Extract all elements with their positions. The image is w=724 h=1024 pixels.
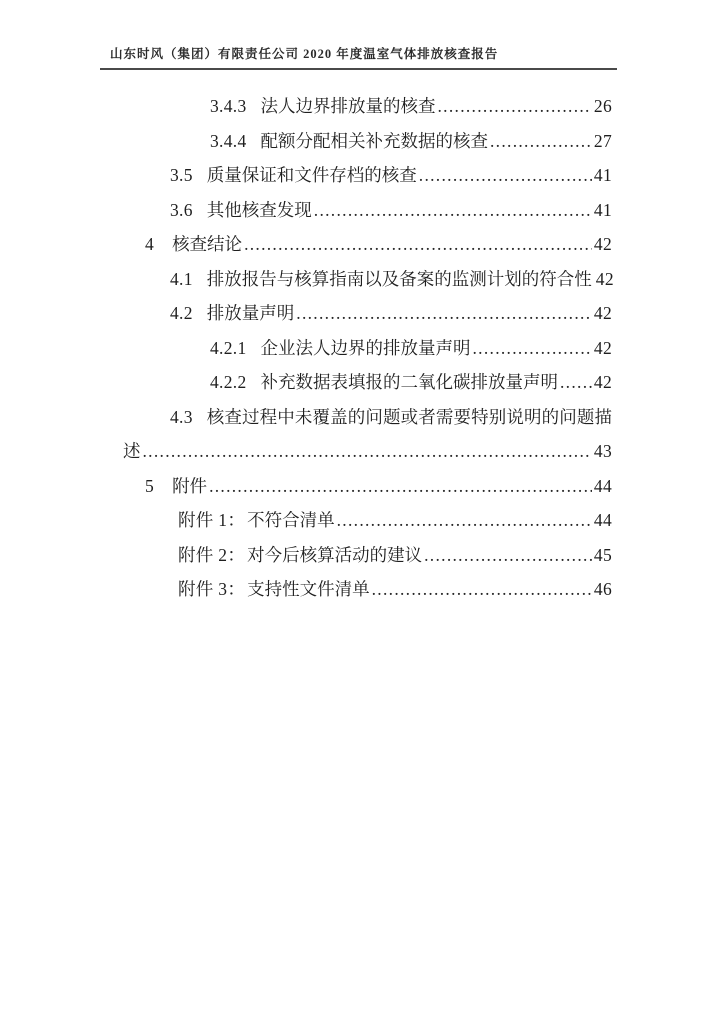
dot-leader <box>473 338 592 359</box>
page-number: 44 <box>593 475 612 496</box>
toc-entry[interactable] <box>123 94 612 129</box>
toc-entry-title: 对今后核算活动的建议 <box>247 544 423 565</box>
toc-entry-number: 附件 1： <box>178 510 246 530</box>
toc-entry-title: 排放报告与核算指南以及备案的监测计划的符合性 <box>206 268 592 289</box>
dot-leader <box>419 165 592 186</box>
toc-entry[interactable] <box>123 543 612 578</box>
dot-leader <box>372 579 592 600</box>
toc-entry-number: 4.3 <box>170 406 193 427</box>
toc-entry-title: 补充数据表填报的二氧化碳排放量声明 <box>260 372 558 392</box>
toc-entry[interactable] <box>123 336 612 371</box>
toc-entry-number: 4.2.2 <box>210 372 247 392</box>
dot-leader <box>143 441 592 462</box>
toc-entry-title: 附件 <box>172 475 208 496</box>
toc-entry-title: 排放量声明 <box>206 303 295 323</box>
toc-entry[interactable] <box>123 129 612 164</box>
toc-entry-continuation[interactable] <box>123 439 612 474</box>
toc-entry-title: 支持性文件清单 <box>247 579 370 599</box>
page-number: 46 <box>593 579 612 599</box>
dot-leader <box>337 510 592 531</box>
toc-entry-number: 4.2 <box>170 303 193 323</box>
document-header <box>100 44 617 70</box>
dot-leader <box>314 200 592 221</box>
toc-entry[interactable] <box>123 508 612 543</box>
toc-entry-number: 4.2.1 <box>210 337 247 358</box>
toc-entry[interactable] <box>123 163 612 198</box>
toc-entry-title: 其他核查发现 <box>206 199 312 220</box>
toc-entry-title: 配额分配相关补充数据的核查 <box>260 130 488 151</box>
page-number: 42 <box>593 234 612 254</box>
page-number: 43 <box>593 441 612 461</box>
toc-entry[interactable] <box>123 370 612 405</box>
toc-entry-number: 3.4.3 <box>210 96 247 116</box>
dot-leader <box>438 96 592 117</box>
table-of-contents <box>123 94 612 612</box>
toc-entry-title: 企业法人边界的排放量声明 <box>260 337 471 358</box>
page-number: 42 <box>593 372 612 392</box>
page-number: 42 <box>595 268 614 289</box>
page-number: 27 <box>593 130 612 151</box>
toc-entry-number: 3.5 <box>170 165 193 185</box>
page-number: 42 <box>593 303 612 323</box>
dot-leader <box>296 303 592 324</box>
toc-entry-title: 不符合清单 <box>247 510 335 530</box>
page-number: 26 <box>593 96 612 116</box>
toc-entry[interactable] <box>123 267 612 302</box>
toc-entry-number: 附件 2： <box>178 544 246 565</box>
toc-entry-number: 3.6 <box>170 199 193 220</box>
document-header-title: 山东时风（集团）有限责任公司 2020 年度温室气体排放核查报告 <box>110 47 499 61</box>
page-number: 41 <box>593 165 612 185</box>
toc-entry-number: 5 <box>145 475 155 496</box>
toc-entry[interactable] <box>123 301 612 336</box>
toc-entry-title: 核查过程中未覆盖的问题或者需要特别说明的问题描 <box>206 406 612 427</box>
dot-leader <box>424 545 592 566</box>
toc-entry-number: 4 <box>145 234 155 254</box>
toc-entry[interactable] <box>123 577 612 612</box>
toc-entry-title: 述 <box>123 441 141 461</box>
toc-entry-number: 附件 3： <box>178 579 246 599</box>
toc-entry-title: 核查结论 <box>172 234 243 254</box>
toc-entry-title: 质量保证和文件存档的核查 <box>206 165 417 185</box>
dot-leader <box>244 234 592 255</box>
dot-leader <box>209 476 592 497</box>
toc-entry[interactable] <box>123 198 612 233</box>
page-number: 45 <box>593 544 612 565</box>
toc-entry-title: 法人边界排放量的核查 <box>260 96 436 116</box>
toc-entry-number: 4.1 <box>170 268 193 289</box>
page-number: 42 <box>593 337 612 358</box>
dot-leader <box>560 372 592 393</box>
toc-entry[interactable] <box>123 232 612 267</box>
toc-entry-number: 3.4.4 <box>210 130 247 151</box>
toc-entry[interactable] <box>123 474 612 509</box>
page-number: 41 <box>593 199 612 220</box>
toc-entry[interactable] <box>123 405 612 440</box>
page-number: 44 <box>593 510 612 530</box>
dot-leader <box>490 131 592 152</box>
